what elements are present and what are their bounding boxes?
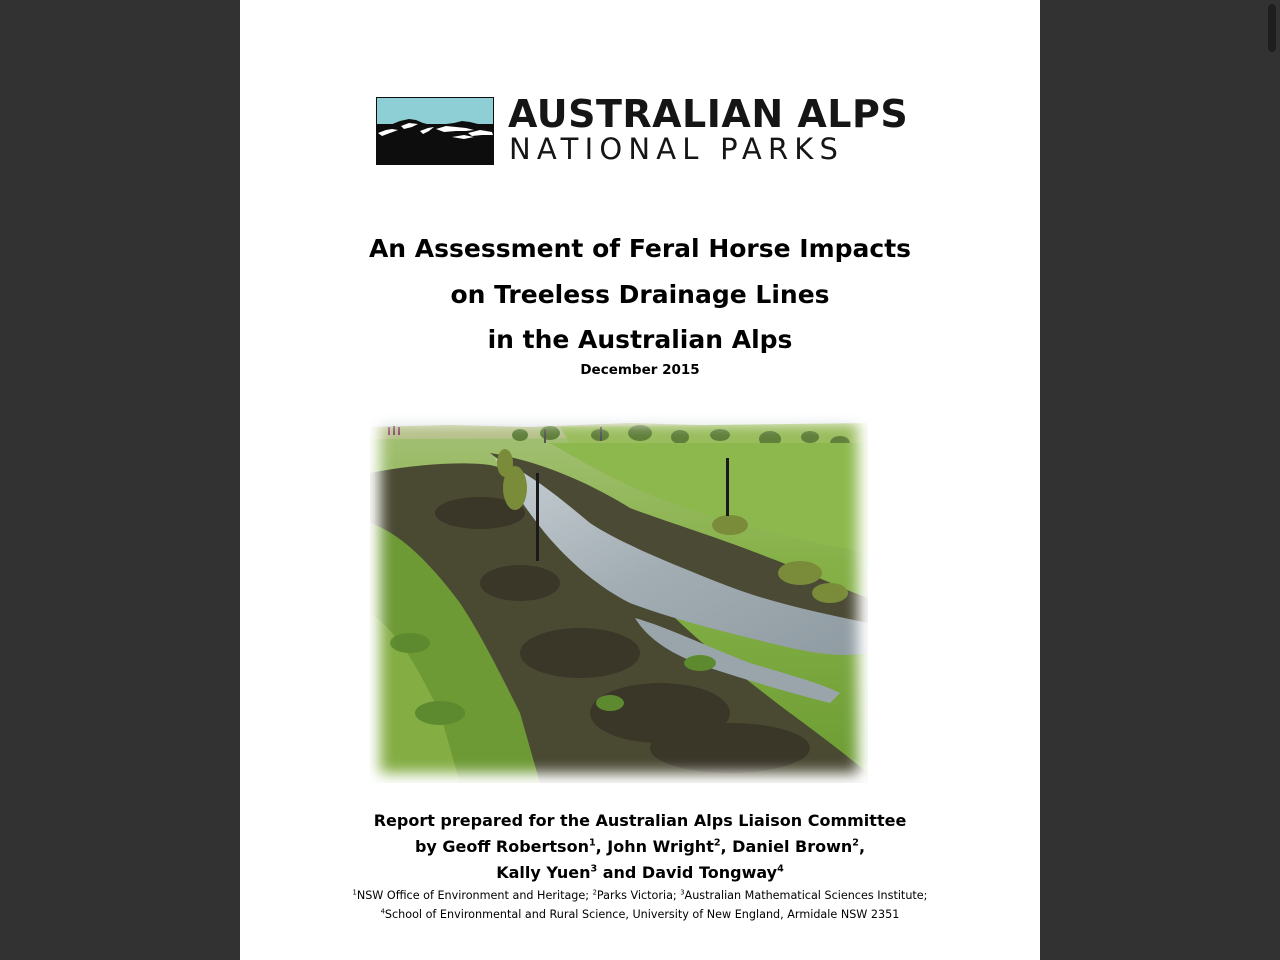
report-title-line-3: in the Australian Alps (487, 325, 793, 354)
author-4: Kally Yuen (496, 863, 591, 882)
credits-line-2 (240, 834, 1040, 860)
report-title-line-1: An Assessment of Feral Horse Impacts (368, 234, 912, 263)
affiliations-line-1 (240, 886, 1040, 905)
credits-line-1: Report prepared for the Australian Alps Liaison Committee (373, 811, 907, 830)
affil-3-marker: 3 (680, 888, 685, 897)
author-5: and David Tongway (597, 863, 778, 882)
credits-line-2-end: , (858, 837, 866, 856)
drainage-line-photo (370, 413, 868, 783)
credits-line-3 (240, 860, 1040, 886)
author-1: by Geoff Robertson (414, 837, 589, 856)
mountain-logo-icon (376, 97, 494, 165)
affiliations (240, 886, 1040, 924)
author-2: , John Wright (595, 837, 714, 856)
logo-title-line: AUSTRALIAN ALPS (508, 92, 909, 136)
author-2-affil: 2 (713, 837, 721, 849)
affil-4-marker: 4 (380, 907, 385, 916)
vertical-scrollbar[interactable] (1268, 4, 1276, 52)
affil-2: Parks Victoria; (596, 889, 681, 902)
affil-1-marker: 1 (352, 888, 357, 897)
affil-3: Australian Mathematical Sciences Institute; (684, 889, 928, 902)
affiliations-line-2 (240, 905, 1040, 924)
cover-photo (370, 413, 868, 783)
australian-alps-logo (376, 92, 909, 166)
report-title (240, 226, 1040, 363)
affil-4: School of Environmental and Rural Science, University of New England, Armidale NSW 2351 (384, 908, 900, 921)
report-title-line-2: on Treeless Drainage Lines (450, 279, 830, 309)
report-credits (240, 808, 1040, 886)
affil-2-marker: 2 (592, 888, 597, 897)
report-date: December 2015 (580, 362, 700, 378)
author-4-affil: 3 (590, 863, 598, 875)
document-page (240, 0, 1040, 960)
author-5-affil: 4 (777, 863, 784, 875)
logo-subtitle-line: NATIONAL PARKS (509, 132, 845, 166)
author-1-affil: 1 (588, 837, 596, 849)
affil-1: NSW Office of Environment and Heritage; (356, 889, 593, 902)
author-3-affil: 2 (852, 837, 859, 849)
author-3: , Daniel Brown (720, 837, 853, 856)
